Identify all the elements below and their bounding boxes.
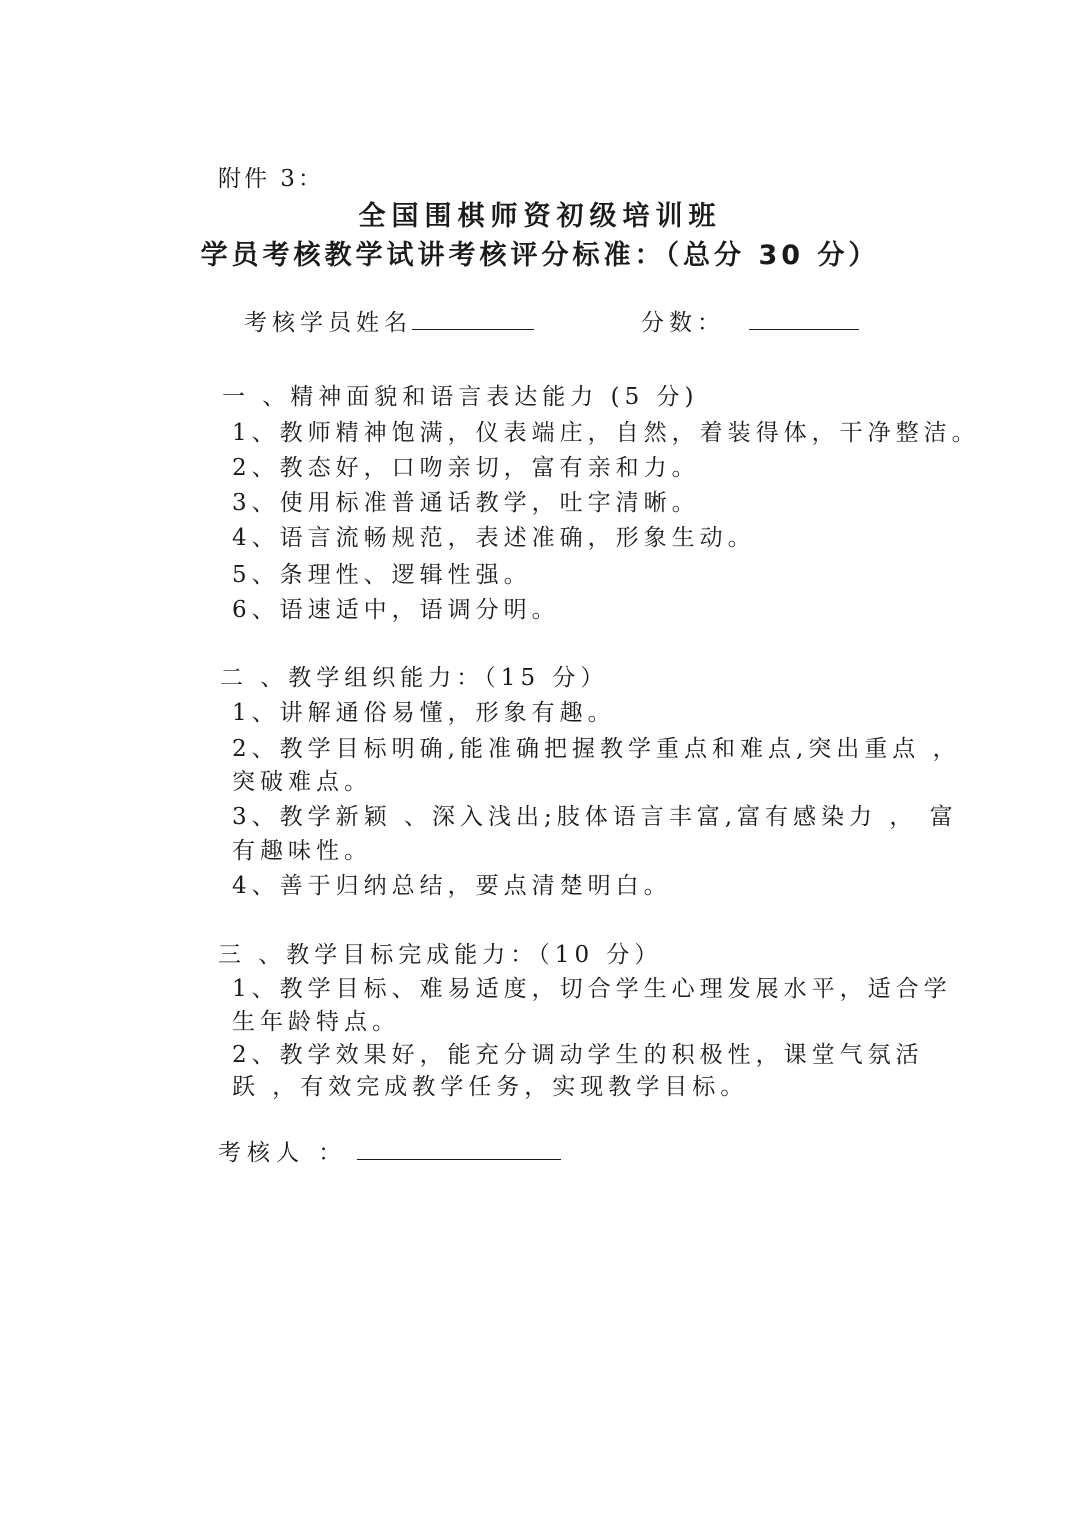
score-label: 分数： [641, 310, 725, 336]
student-name-label: 考核学员姓名 [244, 310, 412, 336]
list-item: 1、教学目标、难易适度，切合学生心理发展水平，适合学 [232, 976, 952, 1002]
list-item-continuation: 生年龄特点。 [232, 1009, 400, 1035]
list-item: 5、条理性、逻辑性强。 [232, 562, 532, 588]
document-title: 全国围棋师资初级培训班 [358, 201, 722, 232]
list-item: 2、教学效果好，能充分调动学生的积极性，课堂气氛活 [232, 1042, 924, 1068]
section-heading-2: 二 、教学组织能力：（15 分） [220, 665, 609, 691]
section-heading-1: 一 、精神面貌和语言表达能力 (5 分) [222, 384, 699, 410]
examiner-blank[interactable] [357, 1137, 561, 1160]
list-item: 3、使用标准普通话教学，吐字清晰。 [232, 490, 700, 516]
list-item: 1、讲解通俗易懂，形象有趣。 [232, 700, 616, 726]
list-item: 1、教师精神饱满，仪表端庄，自然，着装得体，干净整洁。 [232, 420, 980, 446]
list-item-continuation: 突破难点。 [232, 769, 372, 795]
score-blank[interactable] [749, 307, 859, 330]
examiner-label: 考核人 ： [218, 1140, 348, 1166]
list-item-continuation: 跃 ，有效完成教学任务，实现教学目标。 [232, 1074, 749, 1100]
student-name-row [244, 307, 534, 338]
list-item: 2、教学目标明确,能准确把握教学重点和难点,突出重点 ， [232, 736, 961, 762]
list-item: 2、教态好，口吻亲切，富有亲和力。 [232, 455, 700, 481]
attachment-label: 附件 3： [218, 166, 324, 192]
section-heading-3: 三 、教学目标完成能力：（10 分） [218, 942, 663, 968]
list-item: 6、语速适中，语调分明。 [232, 597, 560, 623]
list-item: 3、教学新颖 、深入浅出;肢体语言丰富,富有感染力 ， 富 [232, 804, 958, 830]
list-item: 4、善于归纳总结，要点清楚明白。 [232, 873, 672, 899]
document-subtitle: 学员考核教学试讲考核评分标准：（总分 30 分） [200, 240, 880, 271]
list-item-continuation: 有趣味性。 [232, 838, 372, 864]
list-item: 4、语言流畅规范，表述准确，形象生动。 [232, 525, 756, 551]
examiner-row [218, 1137, 561, 1168]
student-name-blank[interactable] [412, 307, 534, 330]
score-row [641, 307, 859, 338]
